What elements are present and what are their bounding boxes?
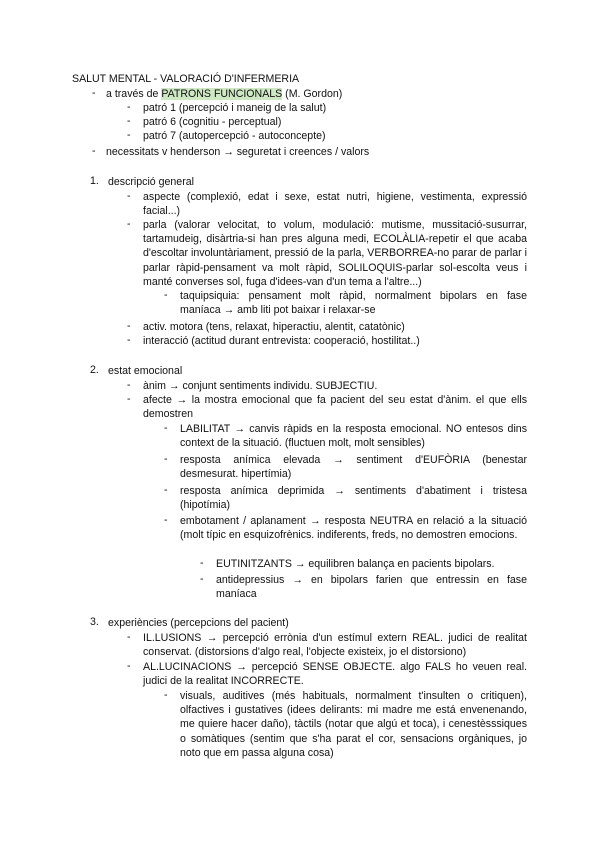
activ-motora-text: activ. motora (tens, relaxat, hiperactiu, alentit, catatònic) (143, 321, 405, 333)
interaccio-text: interacció (actitud durant entrevista: cooperació, hostilitat..) (143, 335, 420, 347)
section-title: experiències (percepcions del pacient) (108, 617, 289, 629)
bullet-dash: - (127, 631, 131, 643)
intro-line (106, 87, 342, 101)
section-number: 2. (90, 364, 99, 376)
patro-item: patró 1 (percepció i maneig de la salut) (143, 102, 327, 114)
aspecte-text: aspecte (complexió, edat i sexe, estat nutri, higiene, vestimenta, expressió facial...) (143, 191, 527, 218)
intro-line-2: necessitats v henderson → seguretat i creences / valors (106, 146, 370, 158)
labilitat-text: LABILITAT → canvis ràpids en la resposta emocional. NO entesos dins context de la situació. (fluctuen molt, molt sensibles) (180, 423, 527, 450)
bullet-dash: - (127, 101, 131, 113)
bullet-dash: - (127, 379, 131, 391)
bullet-dash: - (164, 514, 168, 526)
bullet-dash: - (127, 334, 131, 346)
bullet-dash: - (127, 320, 131, 332)
eutinitzants-text: EUTINITZANTS → equilibren balança en pacients bipolars. (216, 558, 495, 570)
bullet-dash: - (127, 190, 131, 202)
bullet-dash: - (164, 484, 168, 496)
alucinacions-text: AL.LUCINACIONS → percepció SENSE OBJECTE. algo FALS ho veuen real. judici de la realitat INCORRECTE. (143, 661, 527, 688)
bullet-dash: - (127, 660, 131, 672)
bullet-dash: - (127, 129, 131, 141)
bullet-dash: - (164, 453, 168, 465)
bullet-dash: - (127, 115, 131, 127)
patro-item: patró 6 (cognitiu - perceptual) (143, 116, 282, 128)
bullet-dash: - (164, 422, 168, 434)
bullet-dash: - (92, 145, 96, 157)
intro-post: (M. Gordon) (282, 88, 343, 100)
resposta-elevada-text: resposta anímica elevada → sentiment d'EUFÒRIA (benestar desmesurat. hipertímia) (180, 454, 527, 481)
bullet-dash: - (164, 289, 168, 301)
section-title: estat emocional (108, 365, 183, 377)
bullet-dash: - (127, 393, 131, 405)
intro-pre: a través de (106, 88, 162, 100)
ilusions-text: IL.LUSIONS → percepció errònia d'un estímul extern REAL. judici de realitat conservat. (distorsions d'algo real, l'objecte existeix, jo el distorsiono) (143, 632, 527, 659)
anim-text: ànim → conjunt sentiments individu. SUBJECTIU. (143, 380, 378, 392)
bullet-dash: - (164, 689, 168, 701)
bullet-dash: - (200, 557, 204, 569)
page-title: SALUT MENTAL - VALORACIÓ D'INFERMERIA (72, 73, 300, 85)
resposta-deprimida-text: resposta anímica deprimida → sentiments d'abatiment i tristesa (hipotímia) (180, 485, 527, 512)
taquipsiquia-text: taquipsiquia: pensament molt ràpid, normalment bipolars en fase maníaca → amb liti pot baixar i relaxar-se (180, 290, 527, 317)
alucinacions-tipus-text: visuals, auditives (més habituals, normalment t'insulten o critiquen), olfactives i gustatives (idees delirants: mi madre me está envenenando, me quiere hacer daño), tàctils (notar que algú et toca), i cenestèsssiques o somàtiques (sentim que s'ha parat el cor, sensacions orgàniques, jo noto que em passa alguna cosa) (180, 690, 527, 759)
embotament-text: embotament / aplanament → resposta NEUTRA en relació a la situació (molt típic en esquizofrènics. indiferents, freds, no demostren emocions. (180, 515, 527, 542)
section-number: 1. (90, 175, 99, 187)
section-title: descripció general (108, 176, 194, 188)
antidepressius-text: antidepressius → en bipolars farien que entressin en fase maníaca (216, 574, 527, 601)
bullet-dash: - (200, 573, 204, 585)
bullet-dash: - (127, 218, 131, 230)
highlighted-term: PATRONS FUNCIONALS (161, 88, 283, 100)
patro-item: patró 7 (autopercepció - autoconcepte) (143, 130, 326, 142)
afecte-text: afecte → la mostra emocional que fa pacient del seu estat d'ànim. el que ells demostren (143, 394, 527, 421)
parla-text: parla (valorar velocitat, to volum, modulació: mutisme, mussitació-susurrar, tartamudeig, disàrtria-si han pres alguna medi, ECOLÀLIA-repetir el que acaba d'escoltar involuntàriament, pressió de la parla, VERBORREA-no parar de parlar i parlar ràpid-pensament va molt ràpid, SOLILOQUIS-parlar sol-escolta veus i manté converses sol, fuga d'idees-van d'un tema a l'altre...) (143, 219, 527, 288)
section-number: 3. (90, 616, 99, 628)
bullet-dash: - (92, 87, 96, 99)
